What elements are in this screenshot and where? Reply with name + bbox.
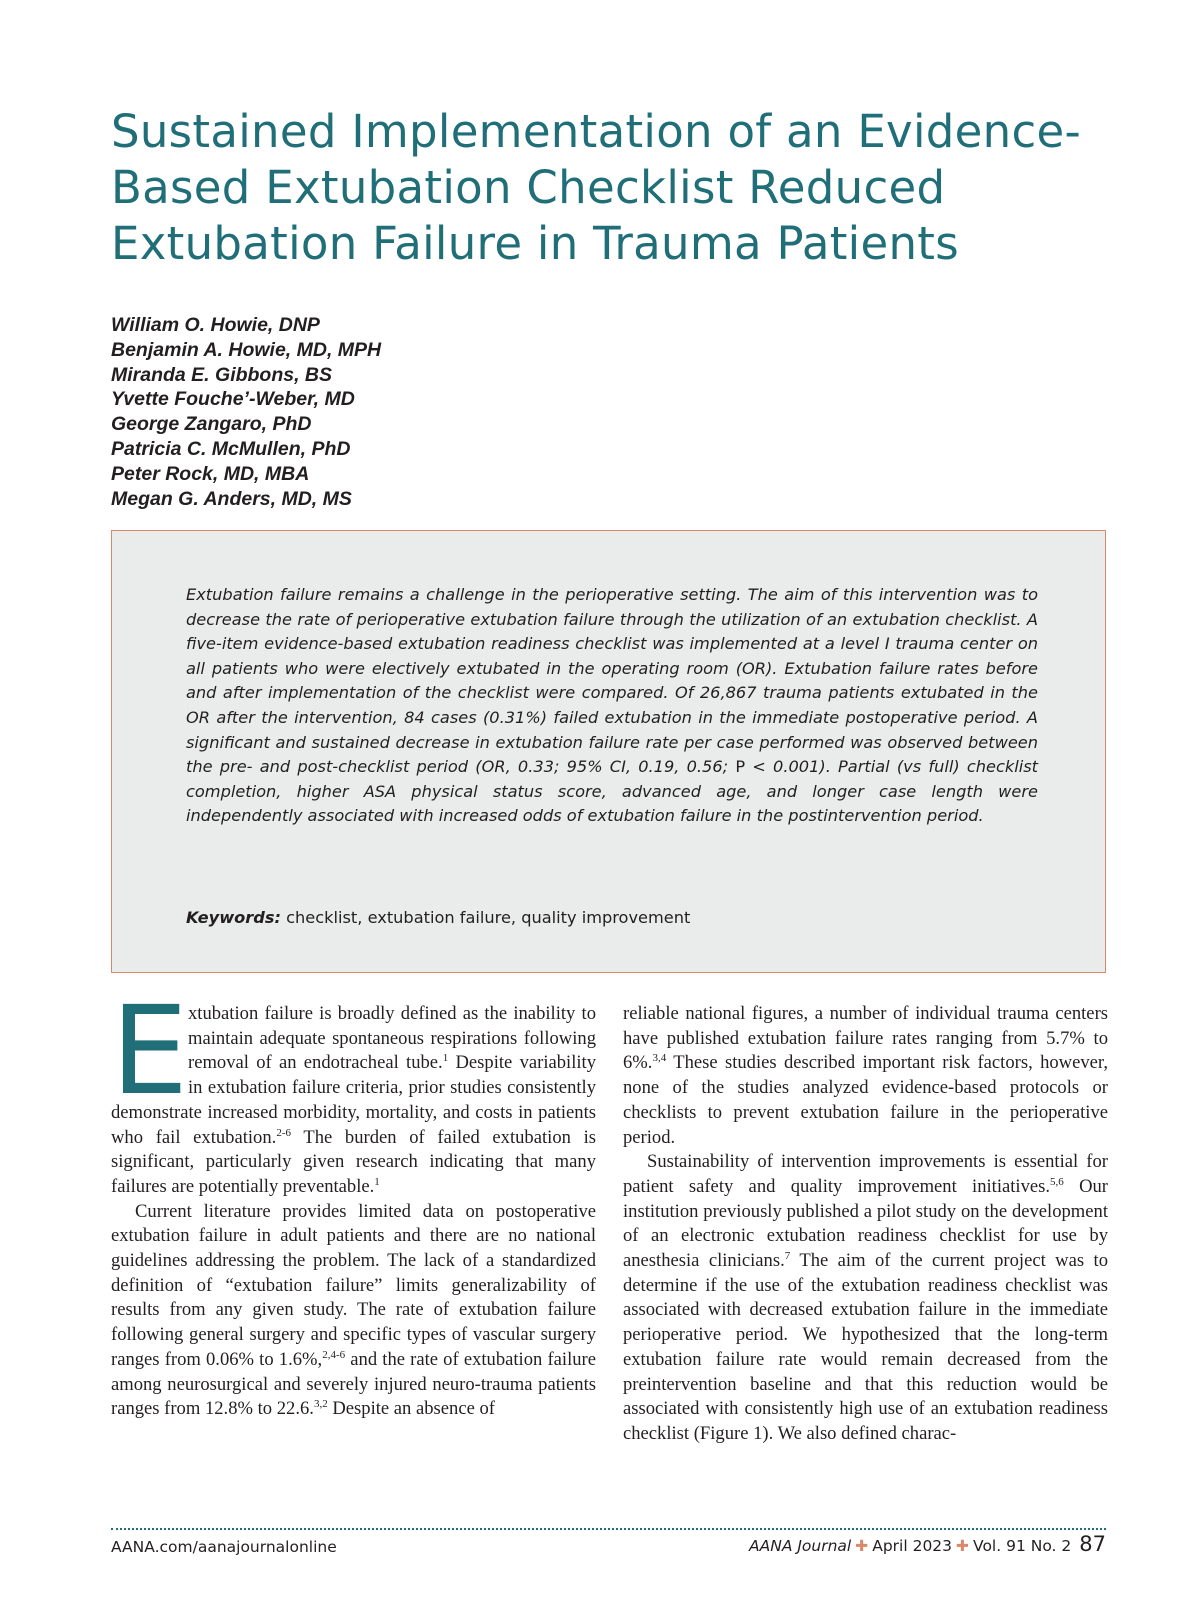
body-text: Current literature provides limited data on postoperative extubation failure in adult patients and there are no national guidelines addressing the problem. The lack of a standardized definition of “extubation failure” limits generalizability of results from any given study. The rate of extubation failure following general surgery and specific types of vascular surgery ranges from 0.06% to 1.6%,: [111, 1200, 596, 1370]
body-text: and the rate of extubation failure among neurosurgical and severely injured neuro-trauma patients ranges from 12.8% to 22.6.: [111, 1348, 596, 1420]
body-paragraph: [623, 1002, 1108, 1150]
footer-journal: AANA Journal: [749, 1537, 852, 1555]
author-list: [111, 313, 381, 511]
footer-citation: [749, 1532, 1106, 1556]
author: William O. Howie, DNP: [111, 314, 320, 336]
body-column-right: [623, 1002, 1108, 1447]
citation: 5,6: [1050, 1175, 1064, 1188]
abstract-text: [186, 583, 1038, 829]
body-paragraph: [623, 1150, 1108, 1446]
title-line: Extubation Failure in Trauma Patients: [111, 217, 959, 270]
title-line: Sustained Implementation of an Evidence-: [111, 105, 1082, 158]
abstract-box: [111, 530, 1106, 973]
keywords: [186, 906, 1038, 930]
author: Benjamin A. Howie, MD, MPH: [111, 338, 382, 361]
page-number: 87: [1079, 1532, 1106, 1556]
body-text: The aim of the current project was to determine if the use of the extubation readiness checklist was associated with decreased extubation failure in the immediate perioperative period. We hypothesized that the long-term extubation failure rate would remain decreased from the preintervention baseline and that this reduction would be associated with consistently high use of an extubation readiness checklist (Figure 1). We also defined charac-: [623, 1250, 1108, 1444]
body-text: Our institution previously published a pilot study on the development of an electronic extubation readiness checklist for use by anesthesia clinicians.: [623, 1175, 1108, 1272]
p-value-letter: P: [735, 757, 746, 777]
author: Megan G. Anders, MD, MS: [111, 487, 352, 510]
body-text: Despite an absence of: [327, 1398, 495, 1420]
citation: 3,4: [652, 1052, 667, 1065]
footer-divider: [111, 1528, 1106, 1530]
citation: 1: [442, 1052, 449, 1065]
author: George Zangaro, PhD: [111, 413, 312, 436]
author: Peter Rock, MD, MBA: [111, 462, 310, 485]
body-column-left: [111, 980, 596, 1422]
footer-volume: Vol. 91 No. 2: [973, 1537, 1072, 1555]
body-text: Sustainability of intervention improvements is essential for patient safety and quality improvement initiatives.: [623, 1151, 1108, 1197]
keywords-list: checklist, extubation failure, quality improvement: [286, 908, 691, 927]
body-text: These studies described important risk factors, however, none of the studies analyzed evidence-based protocols or checklists to prevent extubation failure in the perioperative period.: [623, 1052, 1108, 1148]
citation: 2-6: [276, 1126, 291, 1139]
keywords-label: Keywords:: [186, 908, 281, 927]
body-text: xtubation failure is broadly defined as the inability to maintain adequate spontaneous respirations following removal of an endotracheal tube.: [188, 1003, 596, 1074]
citation: 7: [784, 1250, 791, 1263]
cross-icon: ✚: [956, 1537, 970, 1555]
footer-url-link[interactable]: AANA.com/aanajournalonline: [111, 1538, 337, 1556]
article-title: [111, 104, 1111, 272]
footer-date: April 2023: [872, 1537, 953, 1555]
body-paragraph: [111, 980, 596, 1200]
citation: 3,2: [313, 1398, 328, 1411]
title-line: Based Extubation Checklist Reduced: [111, 161, 946, 214]
drop-cap: E: [111, 980, 189, 1122]
abstract-text-part: Extubation failure remains a challenge in the perioperative setting. The aim of this intervention was to decrease the rate of perioperative extubation failure through the utilization of an extubation checklist. A five-item evidence-based extubation readiness checklist was implemented at a level I trauma center on all patients who were electively extubated in the operating room (OR). Extubation failure rates before and after implementation of the checklist were compared. Of 26,867 trauma patients extubated in the OR after the intervention, 84 cases (0.31%) failed extubation in the immediate postoperative period. A significant and sustained decrease in extubation failure rate per case performed was observed between the pre- and post-checklist period (OR, 0.33; 95% CI, 0.19, 0.56;: [186, 585, 1038, 777]
citation: 2,4-6: [322, 1348, 346, 1361]
body-text: Despite variability in extubation failure criteria, prior studies consistently demonstrate increased morbidity, mortality, and costs in patients who fail extubation.: [111, 1052, 596, 1148]
body-text: The burden of failed extubation is significant, particularly given research indicating that many failures are potentially preventable.: [111, 1126, 596, 1197]
author: Patricia C. McMullen, PhD: [111, 437, 351, 460]
body-text: reliable national figures, a number of individual trauma centers have published extubation failure rates ranging from 5.7% to 6%.: [623, 1003, 1108, 1074]
citation: 1: [374, 1175, 380, 1188]
author: Miranda E. Gibbons, BS: [111, 363, 333, 386]
abstract-text-part: < 0.001). Partial (vs full) checklist completion, higher ASA physical status score, advanced age, and longer case length were independently associated with increased odds of extubation failure in the postintervention period.: [186, 757, 1038, 826]
body-paragraph: [111, 1200, 596, 1422]
cross-icon: ✚: [855, 1537, 869, 1555]
author: Yvette Fouche’-Weber, MD: [111, 388, 355, 411]
